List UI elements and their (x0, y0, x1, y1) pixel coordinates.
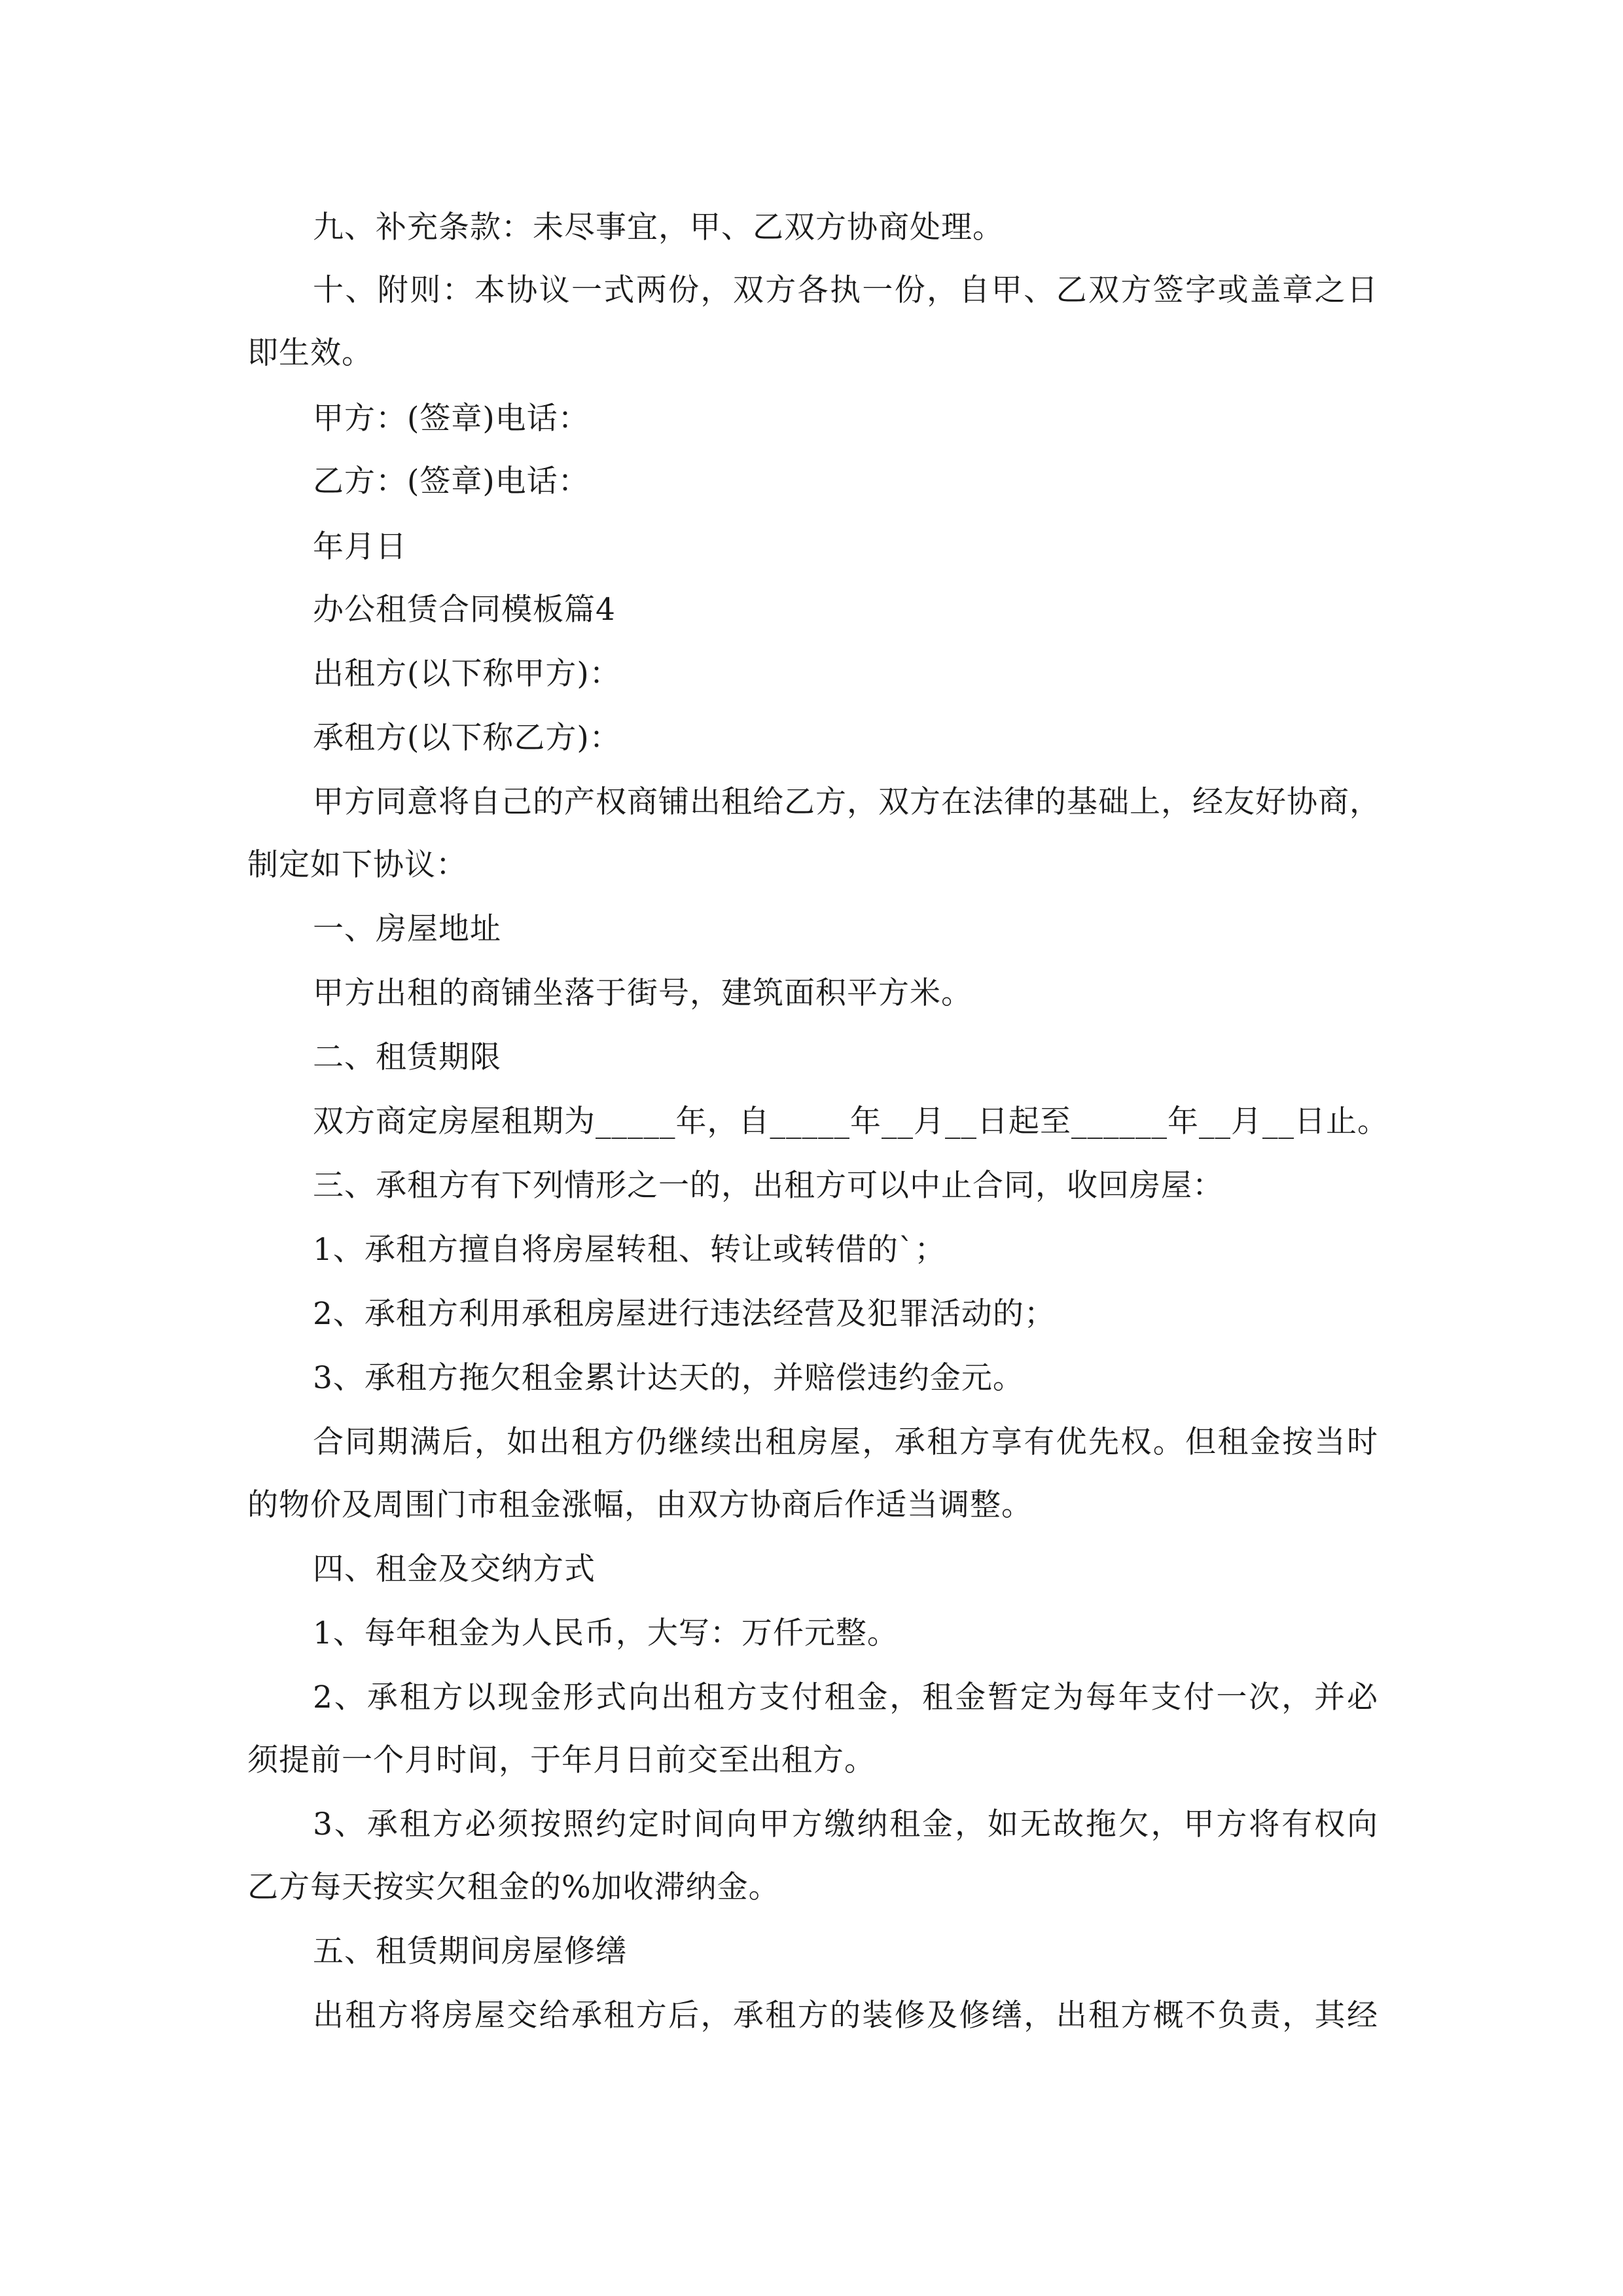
section-title: 办公租赁合同模板篇4 (313, 592, 616, 628)
date-line: 年月日 (313, 529, 407, 565)
clause-10-line-1: 十、附则：本协议一式两份，双方各执一份，自甲、乙双方签字或盖章之日 (313, 272, 1378, 308)
termination-item-1: 1、承租方擅自将房屋转租、转让或转借的`； (313, 1232, 946, 1268)
heading-repairs: 五、租赁期间房屋修缮 (313, 1933, 627, 1969)
rent-item-3-line-1: 3、承租方必须按照约定时间向甲方缴纳租金，如无故拖欠，甲方将有权向 (313, 1806, 1378, 1842)
termination-item-3: 3、承租方拖欠租金累计达天的，并赔偿违约金元。 (313, 1360, 1024, 1396)
lessee-line: 承租方(以下称乙方)： (313, 720, 621, 756)
heading-term: 二、租赁期限 (313, 1039, 501, 1075)
address-text: 甲方出租的商铺坐落于街号，建筑面积平方米。 (313, 975, 972, 1011)
preamble-line-2: 制定如下协议： (247, 847, 467, 883)
lessor-line: 出租方(以下称甲方)： (313, 656, 621, 692)
heading-rent: 四、租金及交纳方式 (313, 1551, 596, 1587)
term-text: 双方商定房屋租期为_____年，自_____年__月__日起至______年__月__日止。 (313, 1103, 1389, 1139)
heading-termination: 三、承租方有下列情形之一的，出租方可以中止合同，收回房屋： (313, 1168, 1224, 1204)
rent-item-1: 1、每年租金为人民币，大写：万仟元整。 (313, 1615, 899, 1651)
rent-item-2-line-2: 须提前一个月时间，于年月日前交至出租方。 (247, 1742, 876, 1778)
clause-10-line-2: 即生效。 (247, 335, 373, 371)
clause-9: 九、补充条款：未尽事宜，甲、乙双方协商处理。 (313, 209, 1004, 245)
rent-item-2-line-1: 2、承租方以现金形式向出租方支付租金，租金暂定为每年支付一次，并必 (313, 1679, 1378, 1715)
heading-address: 一、房屋地址 (313, 911, 501, 947)
renewal-line-2: 的物价及周围门市租金涨幅，由双方协商后作适当调整。 (247, 1487, 1033, 1523)
termination-item-2: 2、承租方利用承租房屋进行违法经营及犯罪活动的； (313, 1296, 1056, 1332)
renewal-line-1: 合同期满后，如出租方仍继续出租房屋，承租方享有优先权。但租金按当时 (313, 1424, 1378, 1460)
repairs-text: 出租方将房屋交给承租方后，承租方的装修及修缮，出租方概不负责，其经 (313, 1998, 1378, 2034)
rent-item-3-line-2: 乙方每天按实欠租金的%加收滞纳金。 (247, 1869, 780, 1905)
party-a-signature: 甲方：(签章)电话： (313, 401, 590, 437)
party-b-signature: 乙方：(签章)电话： (313, 463, 590, 499)
preamble-line-1: 甲方同意将自己的产权商铺出租给乙方，双方在法律的基础上，经友好协商， (313, 784, 1381, 820)
